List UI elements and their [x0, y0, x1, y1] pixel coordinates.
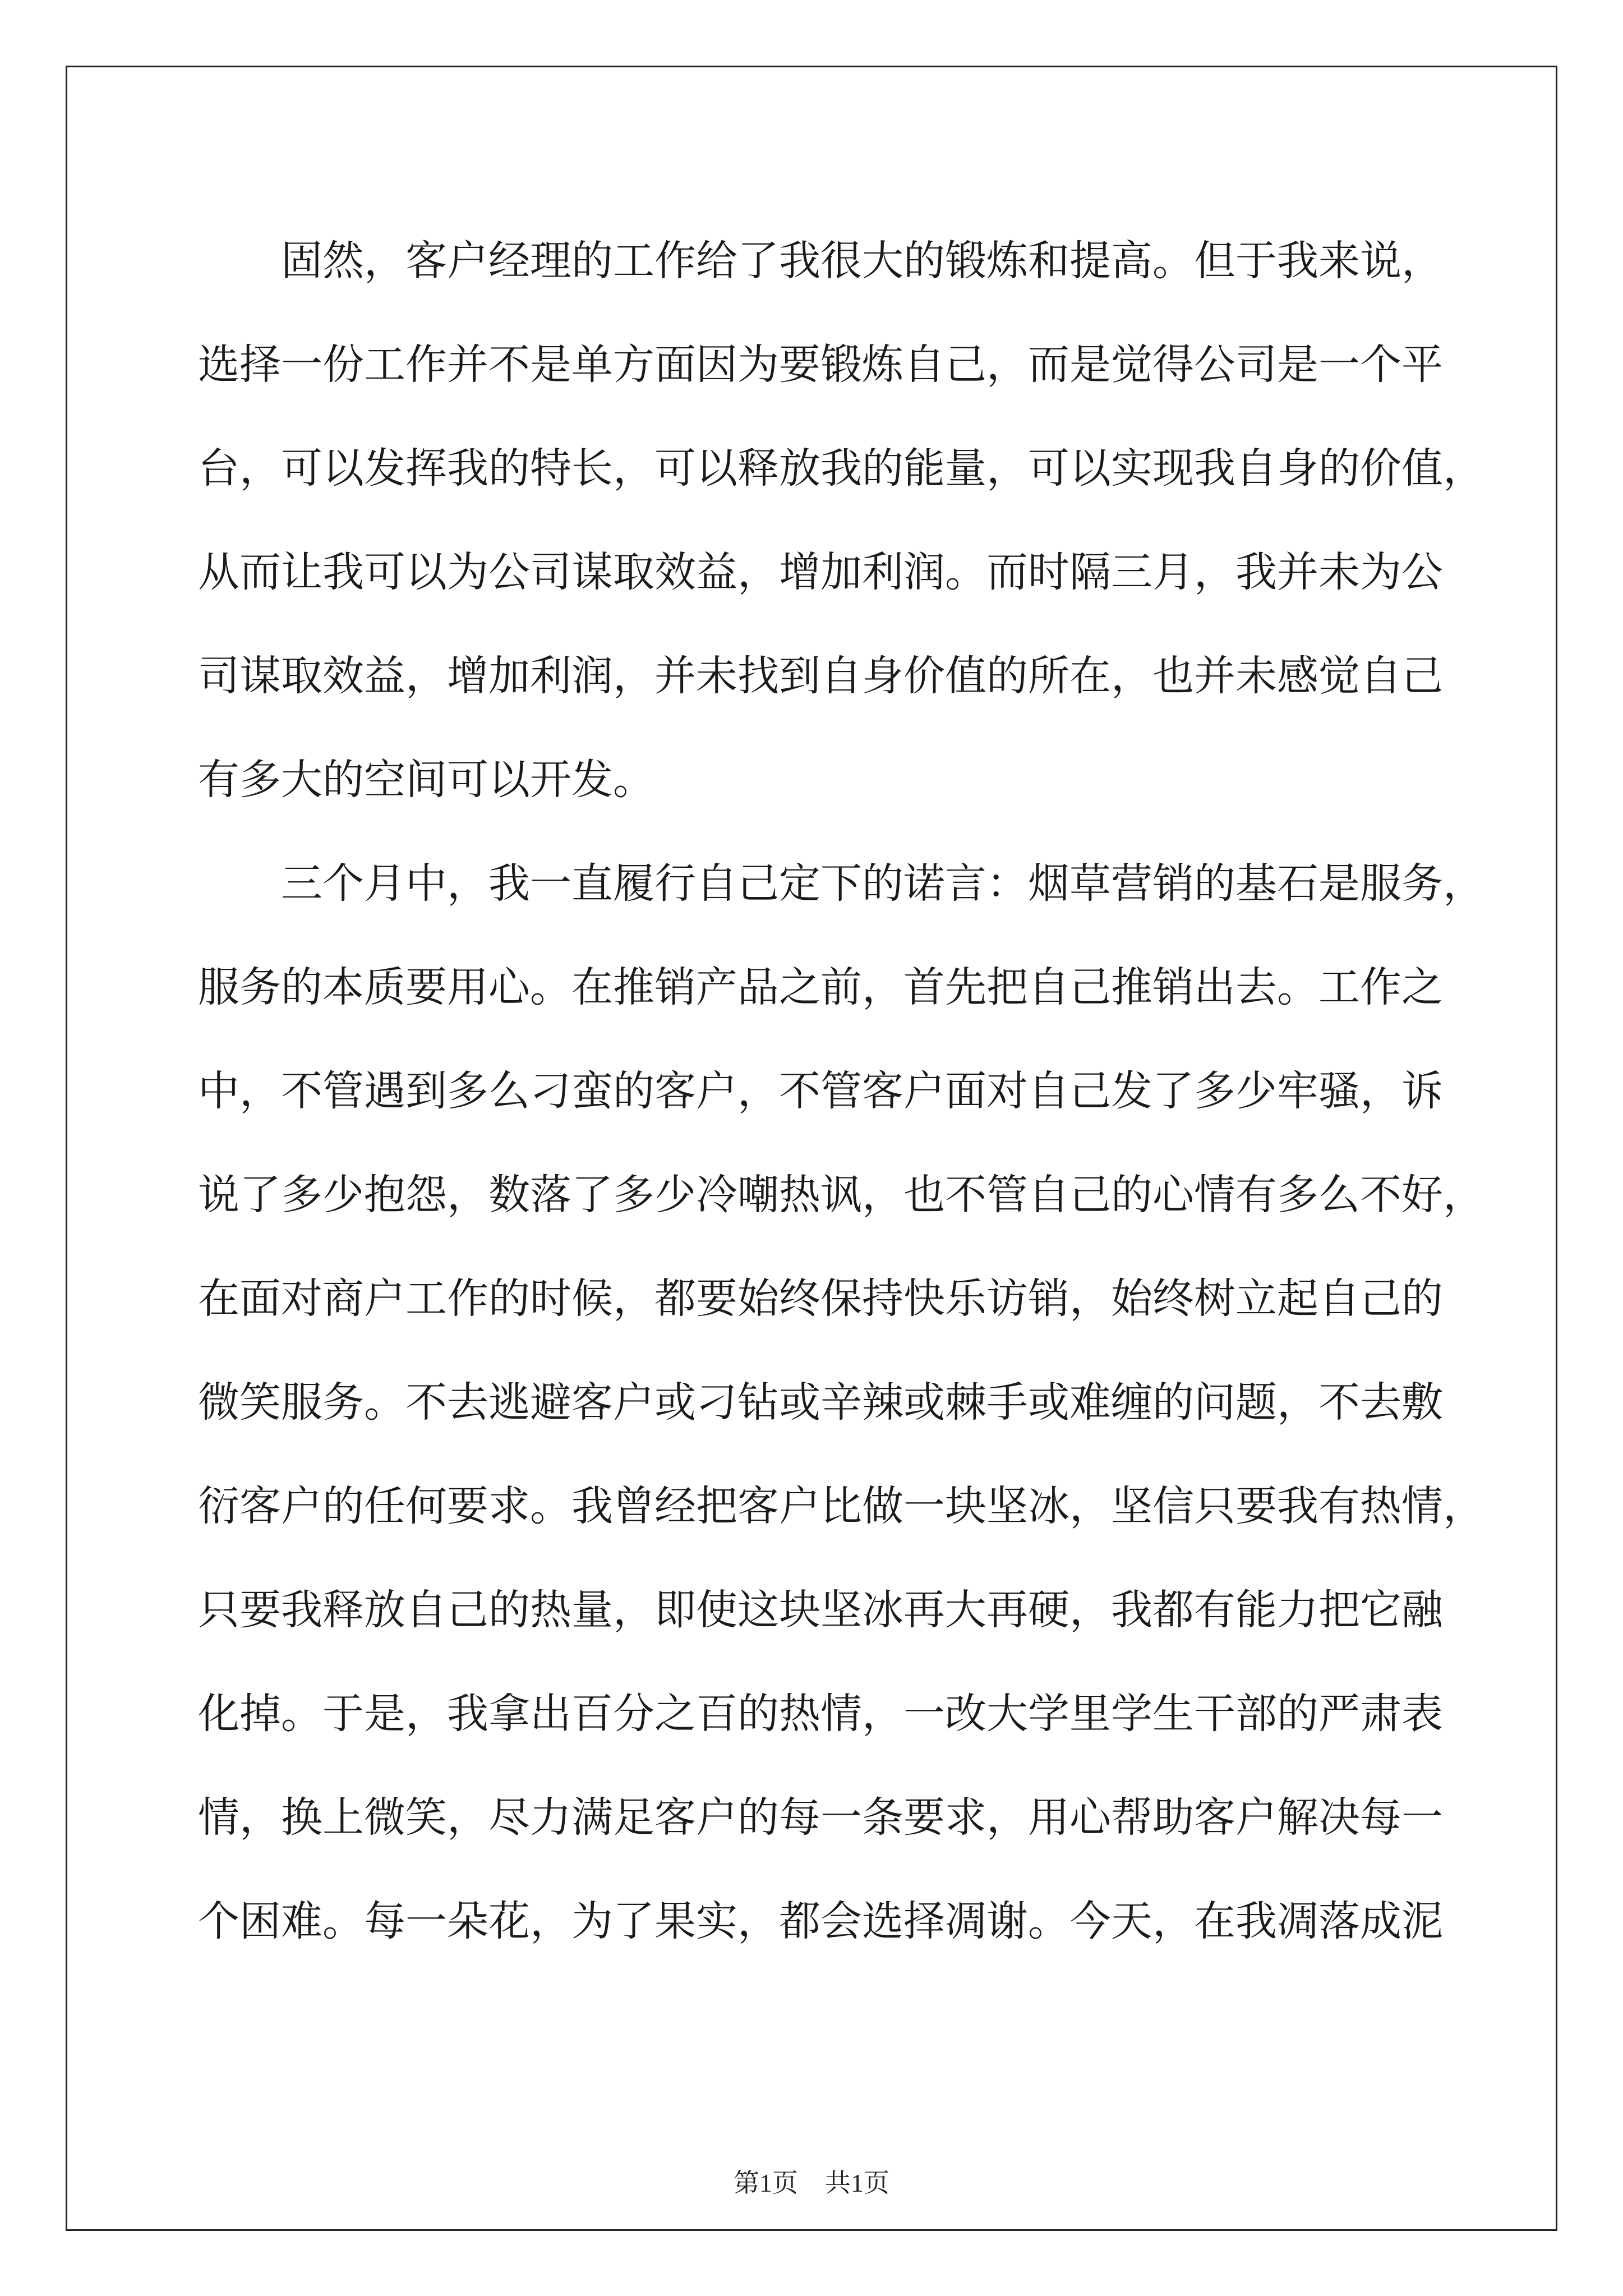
paragraph-line: 选择一份工作并不是单方面因为要锻炼自己，而是觉得公司是一个平	[198, 341, 1443, 389]
paragraph-line: 三个月中，我一直履行自己定下的诺言：烟草营销的基石是服务，	[281, 859, 1484, 908]
page-total: 共1页	[825, 2169, 889, 2197]
paragraph-line: 说了多少抱怨，数落了多少冷嘲热讽，也不管自己的心情有多么不好，	[198, 1171, 1484, 1219]
paragraph-line: 情，换上微笑，尽力满足客户的每一条要求，用心帮助客户解决每一	[198, 1793, 1443, 1842]
paragraph-line: 台，可以发挥我的特长，可以释放我的能量，可以实现我自身的价值，	[198, 444, 1484, 493]
document-body	[198, 209, 1484, 1973]
paragraph-line: 服务的本质要用心。在推销产品之前，首先把自己推销出去。工作之	[198, 963, 1443, 1011]
paragraph-line: 化掉。于是，我拿出百分之百的热情，一改大学里学生干部的严肃表	[198, 1690, 1443, 1738]
paragraph-line: 从而让我可以为公司谋取效益，增加利润。而时隔三月，我并未为公	[198, 548, 1443, 596]
paragraph-line: 司谋取效益，增加利润，并未找到自身价值的所在，也并未感觉自己	[198, 652, 1443, 700]
page-number: 第1页	[734, 2169, 798, 2197]
paragraph-line: 个困难。每一朵花，为了果实，都会选择凋谢。今天，在我凋落成泥	[198, 1897, 1443, 1945]
paragraph-line: 固然，客户经理的工作给了我很大的锻炼和提高。但于我来说，	[281, 237, 1443, 285]
paragraph-line: 在面对商户工作的时候，都要始终保持快乐访销，始终树立起自己的	[198, 1274, 1443, 1323]
paragraph-line: 中，不管遇到多么刁蛮的客户，不管客户面对自己发了多少牢骚，诉	[198, 1067, 1443, 1115]
paragraph-line: 有多大的空间可以开发。	[198, 756, 654, 804]
paragraph-line: 只要我释放自己的热量，即使这块坚冰再大再硬，我都有能力把它融	[198, 1586, 1443, 1634]
paragraph-line: 衍客户的任何要求。我曾经把客户比做一块坚冰，坚信只要我有热情，	[198, 1482, 1484, 1530]
paragraph-line: 微笑服务。不去逃避客户或刁钻或辛辣或棘手或难缠的问题，不去敷	[198, 1378, 1443, 1427]
page-footer	[0, 2162, 1623, 2200]
